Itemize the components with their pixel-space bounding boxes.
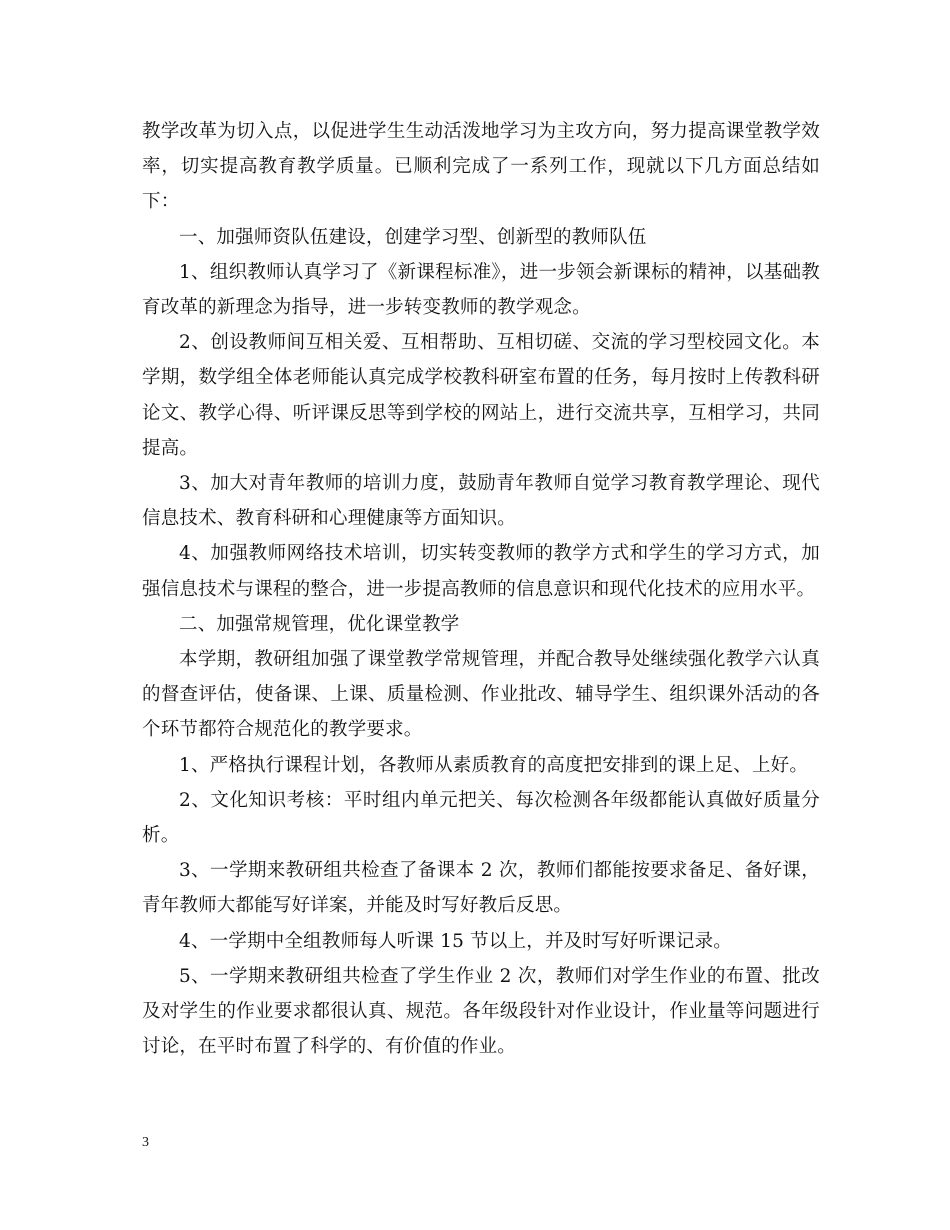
paragraph-intro-continued: 教学改革为切入点，以促进学生生动活泼地学习为主攻方向，努力提高课堂教学效率，切实提高教育教学质量。已顺利完成了一系列工作，现就以下几方面总结如下： <box>142 121 820 213</box>
paragraph-item: 4、加强教师网络技术培训，切实转变教师的教学方式和学生的学习方式，加强信息技术与课程的整合，进一步提高教师的信息意识和现代化技术的应用水平。 <box>142 543 820 600</box>
document-body <box>142 114 820 1064</box>
paragraph-item: 4、一学期中全组教师每人听课 15 节以上，并及时写好听课记录。 <box>179 930 732 952</box>
paragraph-item: 2、文化知识考核：平时组内单元把关、每次检测各年级都能认真做好质量分析。 <box>142 789 820 847</box>
paragraph-item: 本学期，教研组加强了课堂教学常规管理，并配合教导处继续强化教学六认真的督查评估，使备课、上课、质量检测、作业批改、辅导学生、组织课外活动的各个环节都符合规范化的教学要求。 <box>142 649 820 741</box>
paragraph-item: 1、严格执行课程计划，各教师从素质教育的高度把安排到的课上足、上好。 <box>179 754 809 776</box>
paragraph-item: 5、一学期来教研组共检查了学生作业 2 次，教师们对学生作业的布置、批改及对学生的作业要求都很认真、规范。各年级段针对作业设计，作业量等问题进行讨论，在平时布置了科学的、有价值的作业。 <box>142 965 820 1058</box>
section-heading-2: 二、加强常规管理，优化课堂教学 <box>179 613 460 635</box>
paragraph-item: 3、一学期来教研组共检查了备课本 2 次，教师们都能按要求备足、备好课，青年教师大都能写好详案，并能及时写好教后反思。 <box>142 860 820 917</box>
paragraph-item: 1、组织教师认真学习了《新课程标准》，进一步领会新课标的精神，以基础教育改革的新理念为指导，进一步转变教师的教学观念。 <box>142 261 820 319</box>
paragraph-item: 2、创设教师间互相关爱、互相帮助、互相切磋、交流的学习型校园文化。本学期，数学组全体老师能认真完成学校教科研室布置的任务，每月按时上传教科研论文、教学心得、听评课反思等到学校的网站上，进行交流共享，互相学习，共同提高。 <box>142 332 820 459</box>
section-heading-1: 一、加强师资队伍建设，创建学习型、创新型的教师队伍 <box>179 226 647 248</box>
page-number: 3 <box>142 1135 149 1150</box>
paragraph-item: 3、加大对青年教师的培训力度，鼓励青年教师自觉学习教育教学理论、现代信息技术、教育科研和心理健康等方面知识。 <box>142 473 820 530</box>
